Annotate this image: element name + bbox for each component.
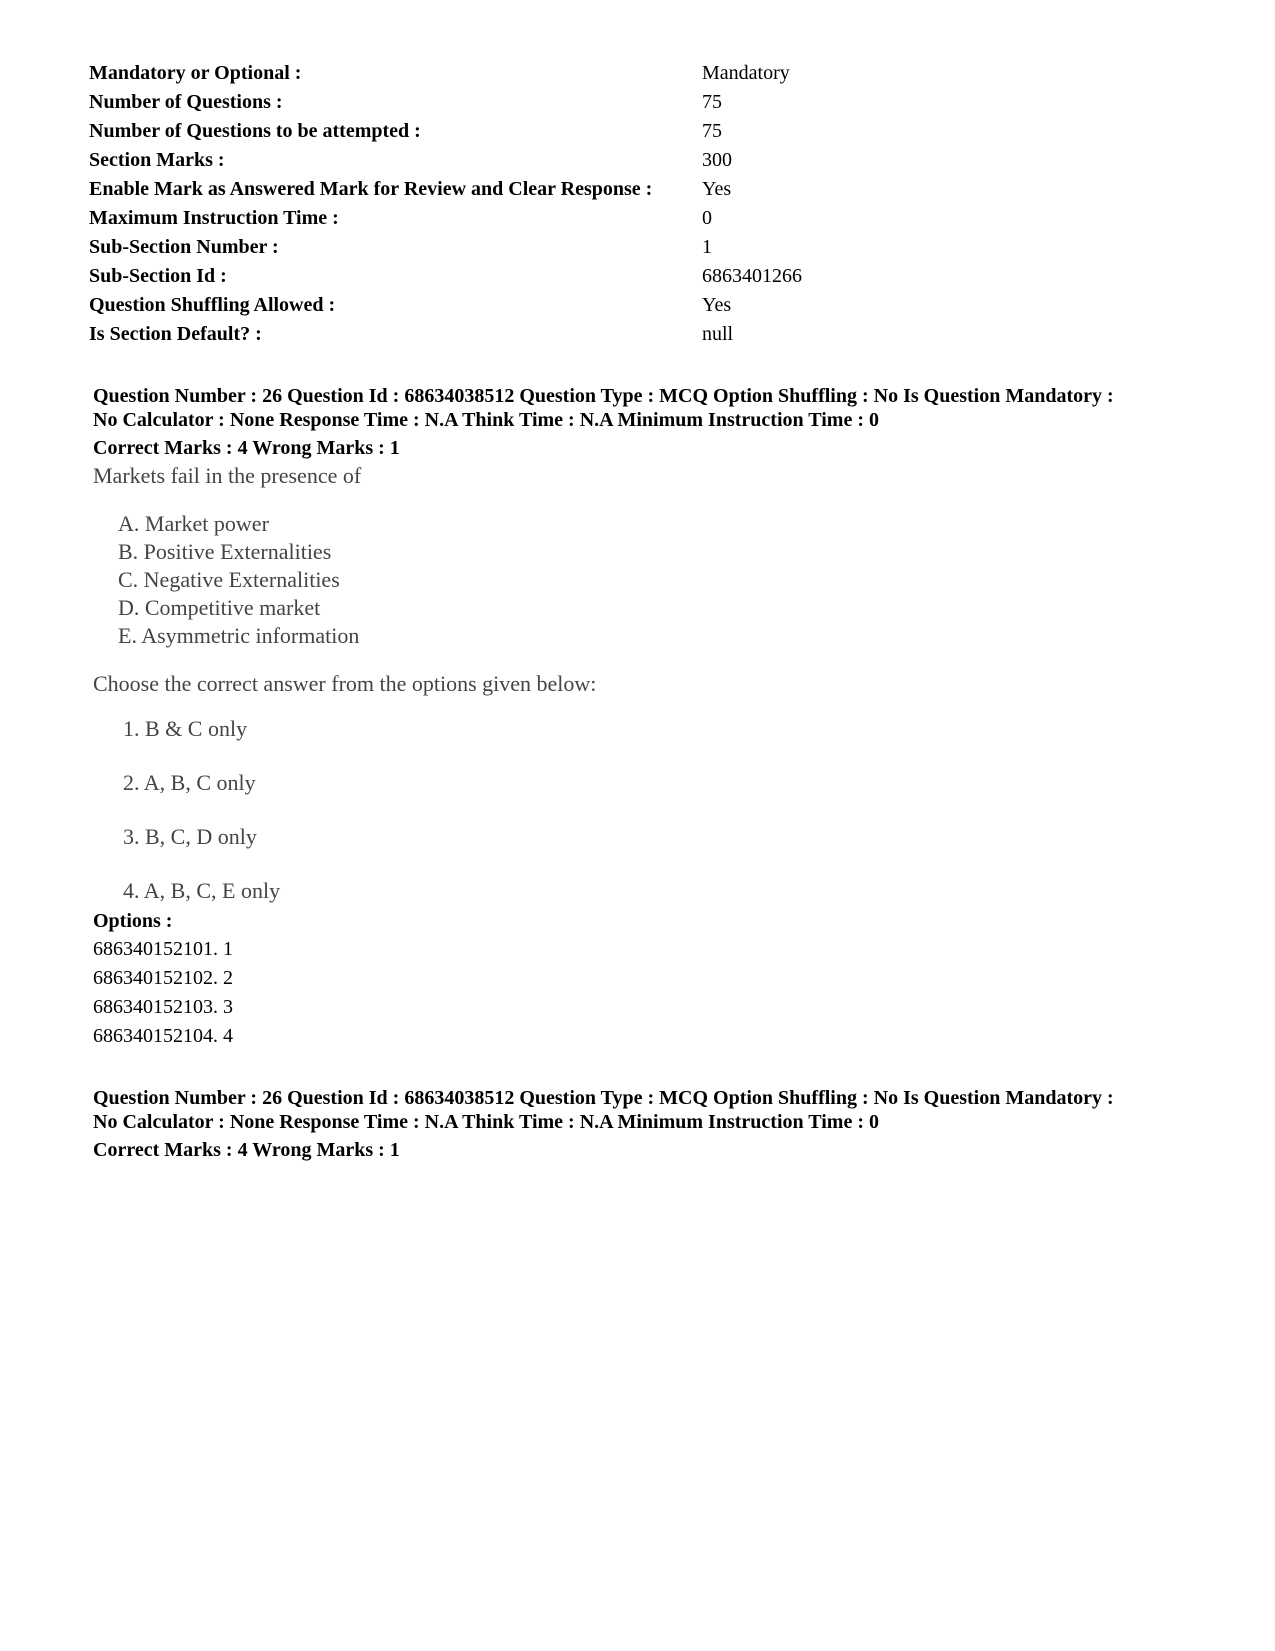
- question-marks: Correct Marks : 4 Wrong Marks : 1: [93, 1139, 400, 1161]
- info-row-max-instruction-time: [89, 204, 802, 233]
- question-header-line-1: Question Number : 26 Question Id : 68634038512 Question Type : MCQ Option Shuffling : No Is Question Mandatory :: [93, 1087, 1114, 1109]
- info-value: Mandatory: [702, 62, 790, 84]
- info-label: Sub-Section Number :: [89, 236, 279, 258]
- statement-item: A. Market power: [118, 511, 269, 536]
- info-row-sub-section-id: [89, 262, 802, 291]
- question-header-line-1: Question Number : 26 Question Id : 68634038512 Question Type : MCQ Option Shuffling : No Is Question Mandatory :: [93, 385, 1114, 407]
- section-info-table: [89, 59, 802, 349]
- answer-choice: 4. A, B, C, E only: [123, 878, 281, 903]
- info-label: Number of Questions to be attempted :: [89, 120, 421, 142]
- option-item: 686340152101. 1: [93, 938, 233, 960]
- info-value: 75: [702, 120, 722, 142]
- info-row-section-default: [89, 320, 802, 349]
- info-value: 75: [702, 91, 722, 113]
- info-label: Section Marks :: [89, 149, 225, 171]
- info-label: Maximum Instruction Time :: [89, 207, 339, 229]
- info-row-section-marks: [89, 146, 802, 175]
- option-item: 686340152102. 2: [93, 967, 233, 989]
- statement-item: E. Asymmetric information: [118, 623, 360, 648]
- info-row-number-of-questions: [89, 88, 802, 117]
- option-item: 686340152103. 3: [93, 996, 233, 1018]
- question-header-line-2: No Calculator : None Response Time : N.A Think Time : N.A Minimum Instruction Time : 0: [93, 1111, 879, 1133]
- info-value: 0: [702, 207, 712, 229]
- info-label: Mandatory or Optional :: [89, 62, 302, 84]
- info-value: 300: [702, 149, 732, 171]
- info-row-enable-mark: [89, 175, 802, 204]
- option-item: 686340152104. 4: [93, 1025, 233, 1047]
- info-value: null: [702, 323, 734, 345]
- info-row-questions-to-attempt: [89, 117, 802, 146]
- choose-instruction: Choose the correct answer from the options given below:: [93, 671, 597, 696]
- info-value: Yes: [702, 294, 732, 316]
- info-label: Is Section Default? :: [89, 323, 262, 345]
- question-block-2: [93, 1086, 1213, 1162]
- question-marks: Correct Marks : 4 Wrong Marks : 1: [93, 437, 400, 459]
- info-row-sub-section-number: [89, 233, 802, 262]
- info-label: Enable Mark as Answered Mark for Review and Clear Response :: [89, 178, 653, 200]
- info-value: 1: [702, 236, 712, 258]
- statement-item: B. Positive Externalities: [118, 539, 332, 564]
- question-stem: Markets fail in the presence of: [93, 463, 362, 488]
- info-value: 6863401266: [702, 265, 802, 287]
- statement-list: [93, 510, 1213, 650]
- info-label: Sub-Section Id :: [89, 265, 227, 287]
- info-label: Number of Questions :: [89, 91, 283, 113]
- question-content-image: [93, 462, 1213, 905]
- info-label: Question Shuffling Allowed :: [89, 294, 336, 316]
- info-row-shuffling-allowed: [89, 291, 802, 320]
- answer-choice: 1. B & C only: [123, 716, 248, 741]
- answer-choice: 3. B, C, D only: [123, 824, 257, 849]
- info-row-mandatory: [89, 59, 802, 88]
- statement-item: D. Competitive market: [118, 595, 321, 620]
- question-header-line-2: No Calculator : None Response Time : N.A Think Time : N.A Minimum Instruction Time : 0: [93, 409, 879, 431]
- answer-choice: 2. A, B, C only: [123, 770, 256, 795]
- info-value: Yes: [702, 178, 732, 200]
- statement-item: C. Negative Externalities: [118, 567, 340, 592]
- answer-choice-list: [93, 715, 1213, 905]
- question-block-1: [93, 384, 1213, 1051]
- options-label: Options :: [93, 910, 173, 932]
